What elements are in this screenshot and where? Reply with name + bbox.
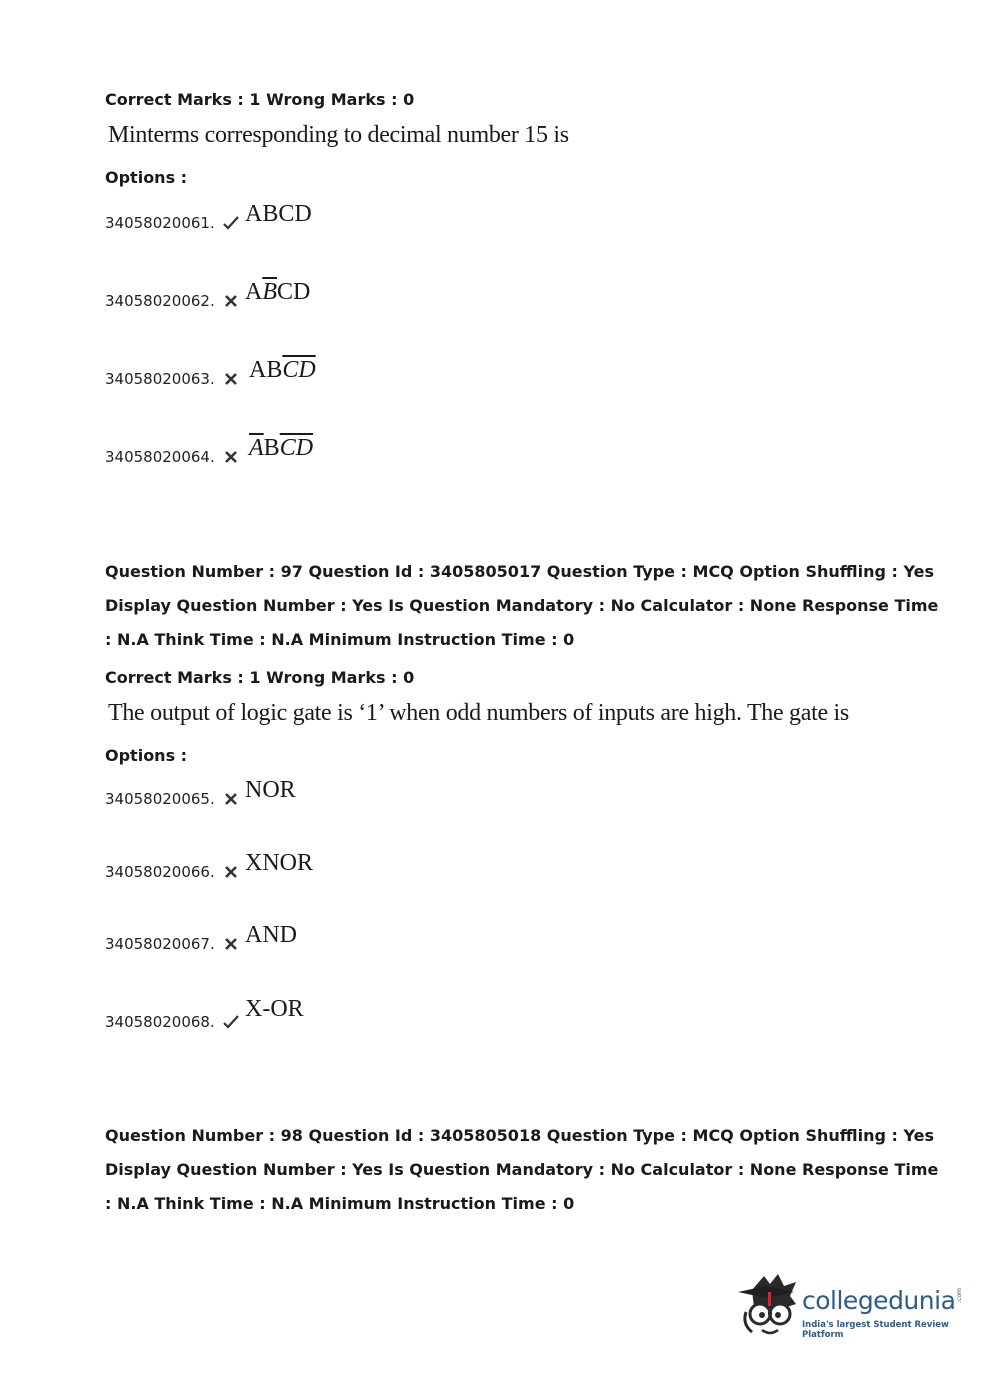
q97-marks: Correct Marks : 1 Wrong Marks : 0: [105, 668, 415, 687]
cross-icon: [223, 792, 239, 806]
check-icon: [223, 1015, 239, 1029]
logo-tagline: India's largest Student Review Platform: [802, 1320, 949, 1340]
cross-icon: [223, 865, 239, 879]
option-text: $A\overline{B}CD$: [245, 279, 311, 305]
option-text: $AB\overline{CD}$: [249, 357, 316, 383]
option-id: 34058020067.: [105, 935, 215, 953]
q97-options-label: Options :: [105, 746, 188, 765]
option-id: 34058020061.: [105, 214, 215, 232]
cross-icon: [223, 372, 239, 386]
q96-options-label: Options :: [105, 168, 188, 187]
mascot-icon: [738, 1272, 800, 1342]
option-id: 34058020064.: [105, 448, 215, 466]
q98-header-line-3: : N.A Think Time : N.A Minimum Instruction Time : 0: [105, 1194, 575, 1213]
option-text: AND: [245, 922, 297, 948]
option-id: 34058020062.: [105, 292, 215, 310]
option-text: ABCD: [245, 201, 312, 227]
option-id: 34058020063.: [105, 370, 215, 388]
option-id: 34058020068.: [105, 1013, 215, 1031]
q97-question-text: The output of logic gate is ‘1’ when odd numbers of inputs are high. The gate is: [108, 700, 849, 726]
logo-name: collegedunia: [802, 1286, 956, 1315]
logo-suffix: .com: [956, 1288, 963, 1303]
option-text: XNOR: [245, 850, 314, 876]
q97-header-line-2: Display Question Number : Yes Is Question Mandatory : No Calculator : None Response Time: [105, 596, 939, 615]
check-icon: [223, 216, 239, 230]
cross-icon: [223, 450, 239, 464]
cross-icon: [223, 294, 239, 308]
option-id: 34058020065.: [105, 790, 215, 808]
cross-icon: [223, 937, 239, 951]
q98-header-line-1: Question Number : 98 Question Id : 3405805018 Question Type : MCQ Option Shuffling : Yes: [105, 1126, 935, 1145]
q97-header-line-3: : N.A Think Time : N.A Minimum Instruction Time : 0: [105, 630, 575, 649]
q96-question-text: Minterms corresponding to decimal number 15 is: [108, 122, 569, 148]
option-id: 34058020066.: [105, 863, 215, 881]
q98-header-line-2: Display Question Number : Yes Is Question Mandatory : No Calculator : None Response Time: [105, 1160, 939, 1179]
collegedunia-logo: [738, 1272, 978, 1342]
option-text: $\overline{A}B\overline{CD}$: [249, 435, 314, 461]
q96-marks: Correct Marks : 1 Wrong Marks : 0: [105, 90, 415, 109]
option-text: NOR: [245, 777, 296, 803]
q97-header-line-1: Question Number : 97 Question Id : 3405805017 Question Type : MCQ Option Shuffling : Yes: [105, 562, 935, 581]
option-text: X-OR: [245, 996, 304, 1022]
